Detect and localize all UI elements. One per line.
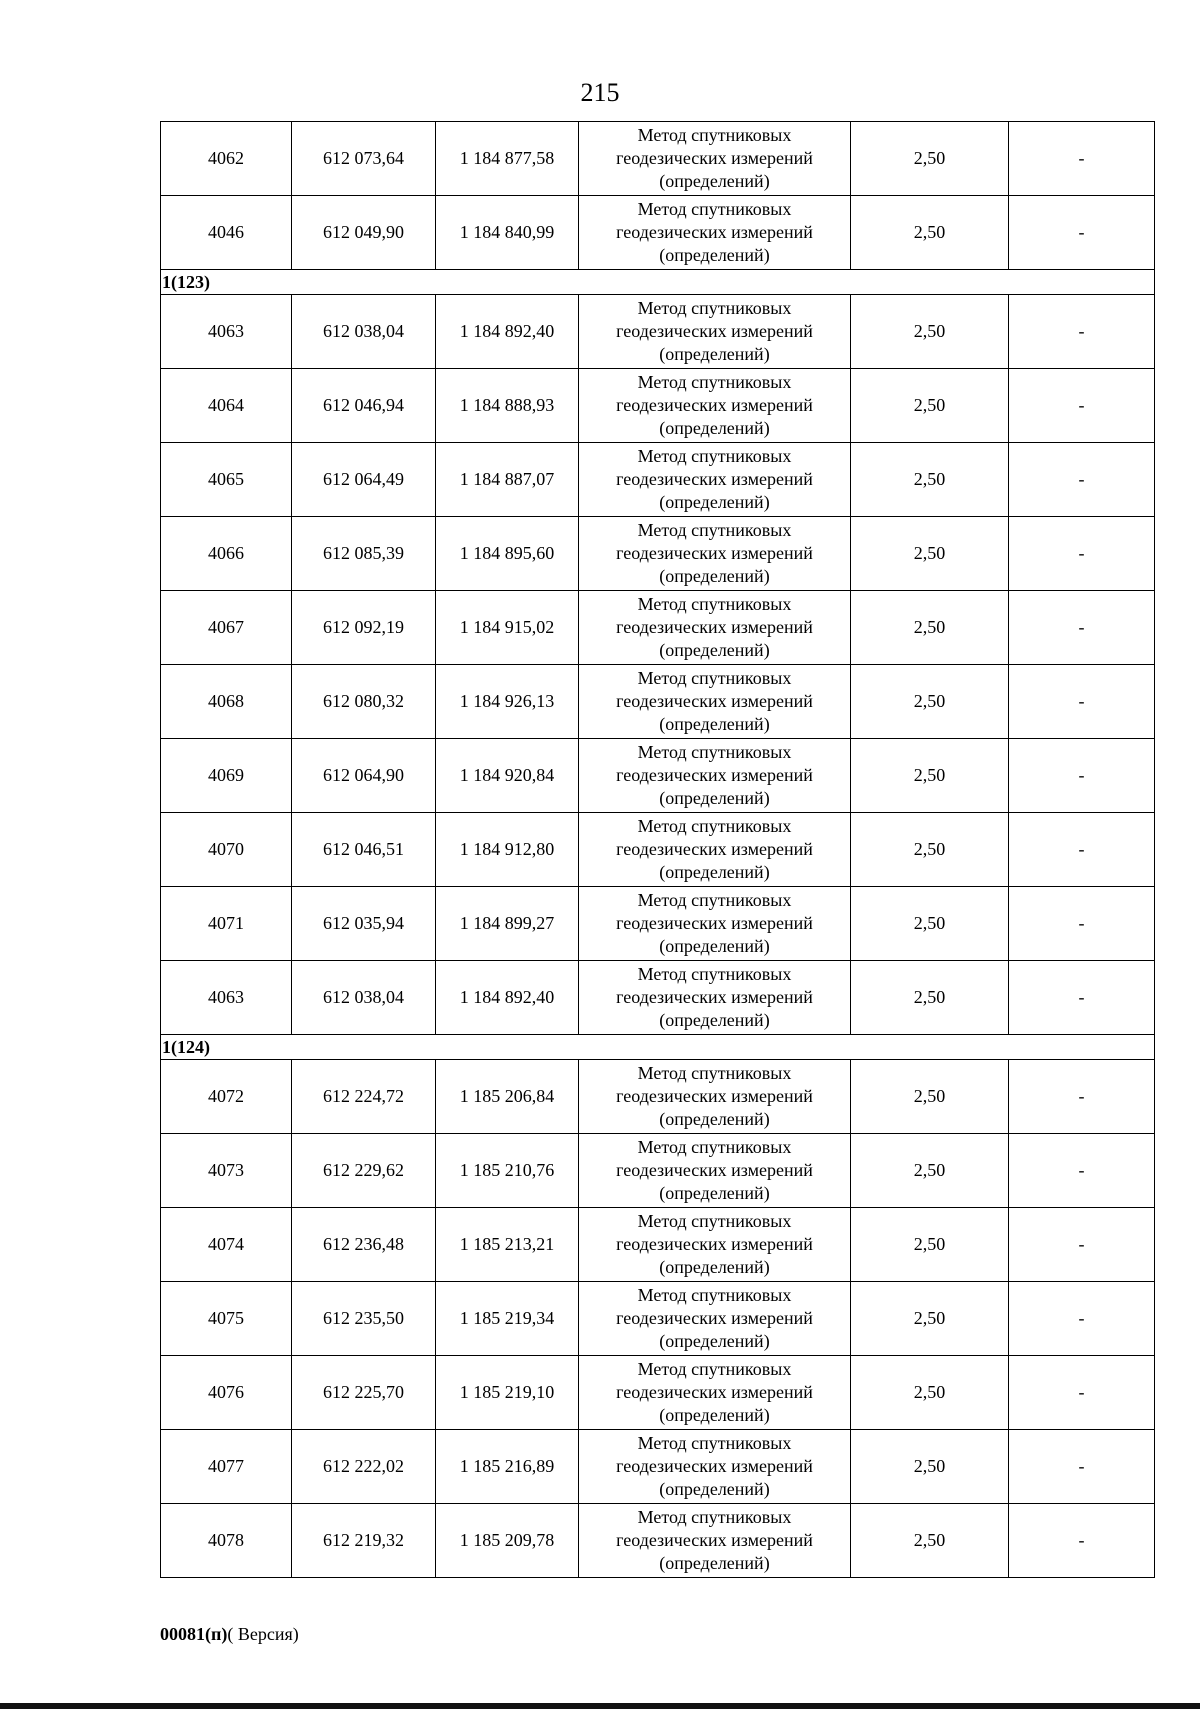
description-cell: - bbox=[1009, 1504, 1155, 1578]
x-coordinate-cell: 612 235,50 bbox=[292, 1282, 436, 1356]
description-cell: - bbox=[1009, 517, 1155, 591]
group-label: 1(124) bbox=[161, 1035, 1155, 1060]
table-row bbox=[161, 739, 1155, 813]
precision-cell: 2,50 bbox=[851, 517, 1009, 591]
method-line: Метод спутниковых bbox=[637, 742, 792, 762]
method-line: (определений) bbox=[659, 1109, 770, 1129]
method-line: геодезических измерений bbox=[616, 1160, 813, 1180]
precision-cell: 2,50 bbox=[851, 295, 1009, 369]
method-cell bbox=[579, 196, 851, 270]
point-number-cell: 4064 bbox=[161, 369, 292, 443]
document-footer bbox=[160, 1624, 299, 1645]
method-line: геодезических измерений bbox=[616, 469, 813, 489]
method-line: (определений) bbox=[659, 640, 770, 660]
method-cell bbox=[579, 1282, 851, 1356]
description-cell: - bbox=[1009, 665, 1155, 739]
point-number-cell: 4068 bbox=[161, 665, 292, 739]
method-line: геодезических измерений bbox=[616, 839, 813, 859]
method-cell bbox=[579, 517, 851, 591]
method-line: геодезических измерений bbox=[616, 148, 813, 168]
x-coordinate-cell: 612 229,62 bbox=[292, 1134, 436, 1208]
point-number-cell: 4078 bbox=[161, 1504, 292, 1578]
table-row bbox=[161, 961, 1155, 1035]
point-number-cell: 4070 bbox=[161, 813, 292, 887]
precision-cell: 2,50 bbox=[851, 665, 1009, 739]
x-coordinate-cell: 612 219,32 bbox=[292, 1504, 436, 1578]
scan-bottom-edge bbox=[0, 1703, 1200, 1709]
table-row bbox=[161, 665, 1155, 739]
table-row bbox=[161, 1504, 1155, 1578]
method-line: Метод спутниковых bbox=[637, 1433, 792, 1453]
method-line: Метод спутниковых bbox=[637, 1063, 792, 1083]
method-line: (определений) bbox=[659, 1479, 770, 1499]
method-line: геодезических измерений bbox=[616, 1308, 813, 1328]
method-cell bbox=[579, 122, 851, 196]
method-cell bbox=[579, 1208, 851, 1282]
method-line: геодезических измерений bbox=[616, 1086, 813, 1106]
description-cell: - bbox=[1009, 369, 1155, 443]
table-row bbox=[161, 1356, 1155, 1430]
table-row bbox=[161, 1060, 1155, 1134]
method-line: (определений) bbox=[659, 1405, 770, 1425]
method-cell bbox=[579, 813, 851, 887]
method-cell bbox=[579, 1504, 851, 1578]
method-line: (определений) bbox=[659, 936, 770, 956]
description-cell: - bbox=[1009, 961, 1155, 1035]
point-number-cell: 4077 bbox=[161, 1430, 292, 1504]
footer-code: 00081(п) bbox=[160, 1624, 228, 1644]
method-cell bbox=[579, 295, 851, 369]
precision-cell: 2,50 bbox=[851, 1430, 1009, 1504]
table-row bbox=[161, 1430, 1155, 1504]
precision-cell: 2,50 bbox=[851, 1208, 1009, 1282]
method-line: (определений) bbox=[659, 344, 770, 364]
point-number-cell: 4067 bbox=[161, 591, 292, 665]
method-cell bbox=[579, 887, 851, 961]
page-number: 215 bbox=[580, 78, 620, 107]
method-line: геодезических измерений bbox=[616, 617, 813, 637]
precision-cell: 2,50 bbox=[851, 122, 1009, 196]
point-number-cell: 4046 bbox=[161, 196, 292, 270]
method-line: геодезических измерений bbox=[616, 913, 813, 933]
y-coordinate-cell: 1 185 210,76 bbox=[436, 1134, 579, 1208]
group-label: 1(123) bbox=[161, 270, 1155, 295]
method-line: Метод спутниковых bbox=[637, 1137, 792, 1157]
description-cell: - bbox=[1009, 295, 1155, 369]
y-coordinate-cell: 1 184 888,93 bbox=[436, 369, 579, 443]
y-coordinate-cell: 1 184 877,58 bbox=[436, 122, 579, 196]
point-number-cell: 4069 bbox=[161, 739, 292, 813]
method-line: геодезических измерений bbox=[616, 543, 813, 563]
table-body bbox=[161, 122, 1155, 1578]
description-cell: - bbox=[1009, 1134, 1155, 1208]
method-line: (определений) bbox=[659, 1010, 770, 1030]
footer-version: ( Версия) bbox=[227, 1624, 299, 1644]
table-row bbox=[161, 1208, 1155, 1282]
method-cell bbox=[579, 591, 851, 665]
method-cell bbox=[579, 443, 851, 517]
precision-cell: 2,50 bbox=[851, 369, 1009, 443]
method-line: Метод спутниковых bbox=[637, 1507, 792, 1527]
method-cell bbox=[579, 369, 851, 443]
table-row bbox=[161, 517, 1155, 591]
x-coordinate-cell: 612 222,02 bbox=[292, 1430, 436, 1504]
table-row bbox=[161, 122, 1155, 196]
method-line: Метод спутниковых bbox=[637, 199, 792, 219]
table-row bbox=[161, 887, 1155, 961]
y-coordinate-cell: 1 184 892,40 bbox=[436, 961, 579, 1035]
coordinates-table bbox=[160, 121, 1155, 1578]
precision-cell: 2,50 bbox=[851, 1060, 1009, 1134]
precision-cell: 2,50 bbox=[851, 196, 1009, 270]
point-number-cell: 4075 bbox=[161, 1282, 292, 1356]
method-cell bbox=[579, 961, 851, 1035]
y-coordinate-cell: 1 185 216,89 bbox=[436, 1430, 579, 1504]
method-line: геодезических измерений bbox=[616, 1234, 813, 1254]
x-coordinate-cell: 612 080,32 bbox=[292, 665, 436, 739]
precision-cell: 2,50 bbox=[851, 1134, 1009, 1208]
point-number-cell: 4073 bbox=[161, 1134, 292, 1208]
precision-cell: 2,50 bbox=[851, 813, 1009, 887]
y-coordinate-cell: 1 185 219,10 bbox=[436, 1356, 579, 1430]
precision-cell: 2,50 bbox=[851, 1356, 1009, 1430]
description-cell: - bbox=[1009, 1060, 1155, 1134]
method-cell bbox=[579, 1430, 851, 1504]
method-line: (определений) bbox=[659, 418, 770, 438]
x-coordinate-cell: 612 064,90 bbox=[292, 739, 436, 813]
point-number-cell: 4065 bbox=[161, 443, 292, 517]
table-row bbox=[161, 591, 1155, 665]
method-line: (определений) bbox=[659, 1257, 770, 1277]
method-line: Метод спутниковых bbox=[637, 594, 792, 614]
method-line: Метод спутниковых bbox=[637, 372, 792, 392]
point-number-cell: 4072 bbox=[161, 1060, 292, 1134]
x-coordinate-cell: 612 085,39 bbox=[292, 517, 436, 591]
group-row bbox=[161, 270, 1155, 295]
precision-cell: 2,50 bbox=[851, 887, 1009, 961]
point-number-cell: 4074 bbox=[161, 1208, 292, 1282]
method-line: геодезических измерений bbox=[616, 321, 813, 341]
point-number-cell: 4076 bbox=[161, 1356, 292, 1430]
method-line: геодезических измерений bbox=[616, 395, 813, 415]
precision-cell: 2,50 bbox=[851, 1282, 1009, 1356]
method-line: геодезических измерений bbox=[616, 1530, 813, 1550]
x-coordinate-cell: 612 035,94 bbox=[292, 887, 436, 961]
table-row bbox=[161, 443, 1155, 517]
y-coordinate-cell: 1 185 206,84 bbox=[436, 1060, 579, 1134]
description-cell: - bbox=[1009, 739, 1155, 813]
method-line: Метод спутниковых bbox=[637, 1211, 792, 1231]
method-line: Метод спутниковых bbox=[637, 446, 792, 466]
description-cell: - bbox=[1009, 196, 1155, 270]
table-row bbox=[161, 369, 1155, 443]
description-cell: - bbox=[1009, 1356, 1155, 1430]
point-number-cell: 4063 bbox=[161, 961, 292, 1035]
x-coordinate-cell: 612 038,04 bbox=[292, 961, 436, 1035]
method-line: (определений) bbox=[659, 171, 770, 191]
method-cell bbox=[579, 1134, 851, 1208]
point-number-cell: 4066 bbox=[161, 517, 292, 591]
table-row bbox=[161, 1282, 1155, 1356]
y-coordinate-cell: 1 184 899,27 bbox=[436, 887, 579, 961]
table-row bbox=[161, 1134, 1155, 1208]
y-coordinate-cell: 1 184 887,07 bbox=[436, 443, 579, 517]
method-line: геодезических измерений bbox=[616, 1456, 813, 1476]
method-line: геодезических измерений bbox=[616, 691, 813, 711]
point-number-cell: 4071 bbox=[161, 887, 292, 961]
y-coordinate-cell: 1 185 213,21 bbox=[436, 1208, 579, 1282]
x-coordinate-cell: 612 073,64 bbox=[292, 122, 436, 196]
precision-cell: 2,50 bbox=[851, 961, 1009, 1035]
method-line: Метод спутниковых bbox=[637, 520, 792, 540]
method-line: геодезических измерений bbox=[616, 765, 813, 785]
x-coordinate-cell: 612 046,94 bbox=[292, 369, 436, 443]
precision-cell: 2,50 bbox=[851, 1504, 1009, 1578]
description-cell: - bbox=[1009, 443, 1155, 517]
method-cell bbox=[579, 665, 851, 739]
method-line: (определений) bbox=[659, 492, 770, 512]
x-coordinate-cell: 612 236,48 bbox=[292, 1208, 436, 1282]
method-line: (определений) bbox=[659, 1331, 770, 1351]
y-coordinate-cell: 1 184 920,84 bbox=[436, 739, 579, 813]
method-cell bbox=[579, 1356, 851, 1430]
method-line: (определений) bbox=[659, 788, 770, 808]
method-cell bbox=[579, 739, 851, 813]
precision-cell: 2,50 bbox=[851, 443, 1009, 517]
method-line: Метод спутниковых bbox=[637, 1359, 792, 1379]
y-coordinate-cell: 1 185 209,78 bbox=[436, 1504, 579, 1578]
description-cell: - bbox=[1009, 1282, 1155, 1356]
method-line: (определений) bbox=[659, 1553, 770, 1573]
method-line: Метод спутниковых bbox=[637, 668, 792, 688]
y-coordinate-cell: 1 184 895,60 bbox=[436, 517, 579, 591]
method-line: геодезических измерений bbox=[616, 987, 813, 1007]
method-line: Метод спутниковых bbox=[637, 125, 792, 145]
method-cell bbox=[579, 1060, 851, 1134]
description-cell: - bbox=[1009, 591, 1155, 665]
x-coordinate-cell: 612 049,90 bbox=[292, 196, 436, 270]
method-line: (определений) bbox=[659, 1183, 770, 1203]
point-number-cell: 4063 bbox=[161, 295, 292, 369]
method-line: Метод спутниковых bbox=[637, 964, 792, 984]
y-coordinate-cell: 1 185 219,34 bbox=[436, 1282, 579, 1356]
method-line: Метод спутниковых bbox=[637, 298, 792, 318]
description-cell: - bbox=[1009, 1208, 1155, 1282]
x-coordinate-cell: 612 038,04 bbox=[292, 295, 436, 369]
group-row bbox=[161, 1035, 1155, 1060]
x-coordinate-cell: 612 224,72 bbox=[292, 1060, 436, 1134]
x-coordinate-cell: 612 046,51 bbox=[292, 813, 436, 887]
y-coordinate-cell: 1 184 892,40 bbox=[436, 295, 579, 369]
method-line: Метод спутниковых bbox=[637, 1285, 792, 1305]
precision-cell: 2,50 bbox=[851, 739, 1009, 813]
y-coordinate-cell: 1 184 926,13 bbox=[436, 665, 579, 739]
x-coordinate-cell: 612 225,70 bbox=[292, 1356, 436, 1430]
y-coordinate-cell: 1 184 912,80 bbox=[436, 813, 579, 887]
x-coordinate-cell: 612 092,19 bbox=[292, 591, 436, 665]
x-coordinate-cell: 612 064,49 bbox=[292, 443, 436, 517]
y-coordinate-cell: 1 184 915,02 bbox=[436, 591, 579, 665]
description-cell: - bbox=[1009, 122, 1155, 196]
table-row bbox=[161, 295, 1155, 369]
method-line: геодезических измерений bbox=[616, 222, 813, 242]
method-line: Метод спутниковых bbox=[637, 816, 792, 836]
method-line: (определений) bbox=[659, 714, 770, 734]
method-line: (определений) bbox=[659, 245, 770, 265]
point-number-cell: 4062 bbox=[161, 122, 292, 196]
method-line: геодезических измерений bbox=[616, 1382, 813, 1402]
method-line: (определений) bbox=[659, 566, 770, 586]
precision-cell: 2,50 bbox=[851, 591, 1009, 665]
table-row bbox=[161, 196, 1155, 270]
description-cell: - bbox=[1009, 813, 1155, 887]
method-line: Метод спутниковых bbox=[637, 890, 792, 910]
table-row bbox=[161, 813, 1155, 887]
description-cell: - bbox=[1009, 1430, 1155, 1504]
y-coordinate-cell: 1 184 840,99 bbox=[436, 196, 579, 270]
description-cell: - bbox=[1009, 887, 1155, 961]
method-line: (определений) bbox=[659, 862, 770, 882]
